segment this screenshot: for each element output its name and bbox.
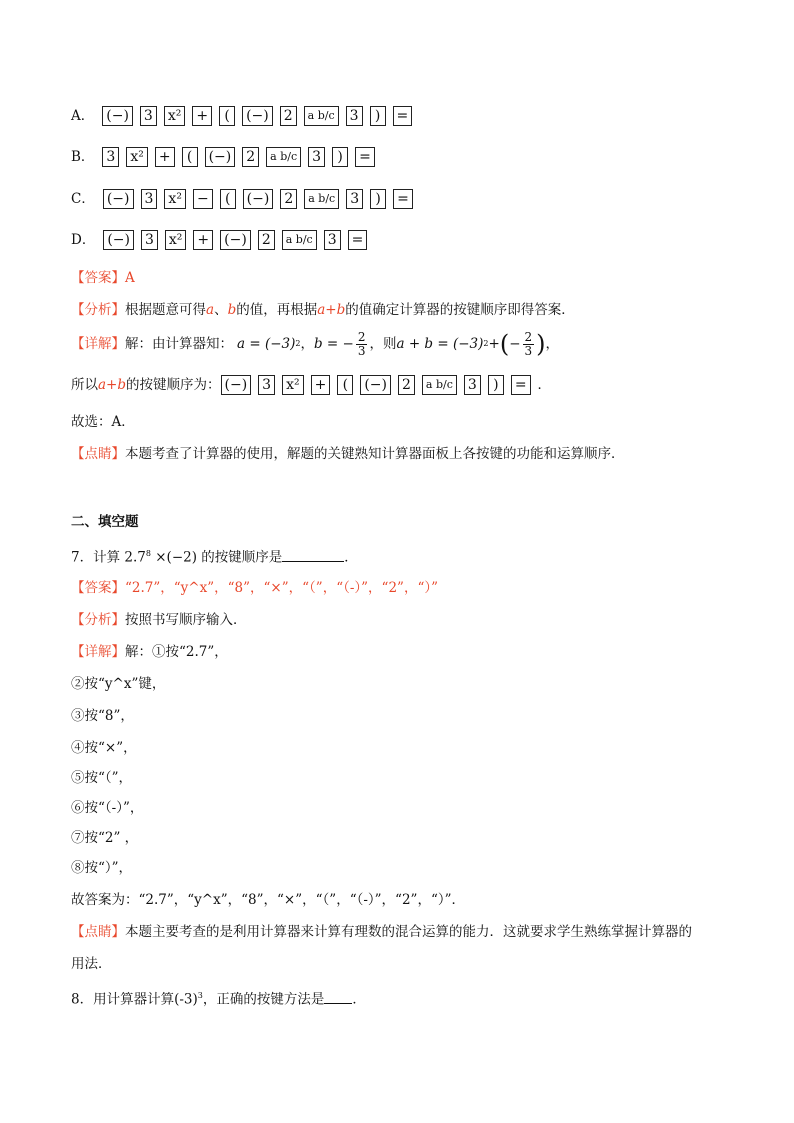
calculator-key: 3 (308, 147, 325, 167)
option-a (71, 106, 419, 126)
fraction (523, 331, 535, 358)
q7-comment (71, 922, 692, 942)
q6-analysis (71, 300, 575, 320)
q6-answer (71, 268, 135, 288)
calculator-key: ) (332, 147, 348, 167)
q7-step: ④按“×”， (71, 740, 137, 756)
stem-text: 7．计算 2.7 (71, 549, 146, 566)
calculator-key: − (193, 189, 213, 209)
calculator-key: (−) (243, 189, 274, 209)
option-b (71, 147, 382, 167)
calculator-key: a b/c (422, 375, 457, 395)
q7-comment-cont: 用法． (71, 956, 112, 972)
calculator-key: 3 (464, 375, 481, 395)
calculator-key: 3 (258, 375, 275, 395)
var-ab: a+b (317, 302, 346, 318)
q7-detail (71, 642, 228, 662)
answer-blank (282, 547, 344, 562)
calculator-key: a b/c (266, 147, 301, 167)
calculator-key: 3 (102, 147, 119, 167)
calculator-key: = (355, 147, 375, 167)
detail-text: ，则 (369, 336, 397, 352)
right-paren: ) (536, 330, 546, 358)
q8-stem (71, 986, 366, 1010)
q6-choose: 故选：A． (71, 414, 135, 430)
calculator-key: (−) (205, 147, 236, 167)
calculator-key: ( (219, 106, 235, 126)
calculator-key: (−) (220, 230, 251, 250)
option-label: D． (71, 232, 96, 248)
calculator-key: (−) (102, 106, 133, 126)
exponent: 2 (483, 339, 489, 348)
calculator-key: ) (488, 375, 504, 395)
analysis-text: 根据题意可得 (125, 302, 206, 318)
calculator-key: 2 (258, 230, 275, 250)
q7-step: ⑦按“2” ， (71, 830, 139, 846)
q7-stem (71, 544, 358, 568)
q6-detail (71, 328, 559, 360)
detail-text: 解：由计算器知： (125, 336, 233, 352)
seq-end: ． (537, 377, 552, 393)
var-b: b (227, 302, 237, 318)
calculator-key: = (511, 375, 531, 395)
detail-tag: 【详解】 (71, 644, 125, 660)
calculator-key: (−) (103, 189, 134, 209)
frac-num: 2 (357, 329, 366, 344)
answer-value: A (125, 270, 135, 286)
calculator-key: x² (282, 375, 304, 395)
calculator-key: + (193, 230, 213, 250)
analysis-tag: 【分析】 (71, 612, 125, 628)
analysis-text: 的值，再根据 (236, 302, 318, 318)
calculator-key: + (311, 375, 331, 395)
exponent: 2 (295, 339, 301, 348)
fraction (356, 331, 368, 358)
q7-step: ⑥按“（-）”， (71, 800, 144, 816)
calculator-key: x² (164, 189, 186, 209)
key-sequence (103, 230, 374, 250)
comment-tag: 【点睛】 (71, 924, 125, 940)
calculator-key: 3 (346, 106, 363, 126)
calculator-key: 3 (346, 189, 363, 209)
calculator-key: 2 (242, 147, 259, 167)
q7-analysis (71, 610, 247, 630)
q6-comment (71, 444, 625, 464)
calculator-key: (−) (242, 106, 273, 126)
comma: ， (300, 336, 314, 352)
section-title: 二、填空题 (71, 514, 139, 530)
exponent: 8 (145, 549, 151, 558)
calculator-key: x² (165, 230, 187, 250)
q7-step: ③按“8”， (71, 708, 134, 724)
comma: ， (545, 336, 560, 352)
option-label: B． (71, 149, 95, 165)
key-sequence (102, 106, 419, 126)
math-sum: a + b = (−3) (396, 336, 484, 352)
calculator-key: (−) (103, 230, 134, 250)
seq-text: 的按键顺序为： (126, 377, 221, 393)
calculator-key: x² (164, 106, 186, 126)
q7-step: ⑧按“）”， (71, 860, 133, 876)
calculator-key: a b/c (304, 189, 339, 209)
var-ab: a+b (98, 377, 127, 393)
calculator-key: ( (337, 375, 353, 395)
key-sequence (102, 147, 381, 167)
comment-text: 本题考查了计算器的使用，解题的关键熟知计算器面板上各按键的功能和运算顺序． (125, 446, 625, 462)
seq-text: 所以 (71, 377, 98, 393)
q7-step: ②按“y^x”键， (71, 676, 166, 692)
stem-text: 8．用计算器计算(-3) (71, 991, 198, 1008)
stem-text: ×(−2) 的按键顺序是 (150, 549, 283, 566)
analysis-text: 的值确定计算器的按键顺序即得答案． (345, 302, 575, 318)
calculator-key: ( (182, 147, 198, 167)
separator: 、 (214, 302, 228, 318)
math-a: a = (−3) (237, 336, 296, 352)
calculator-key: = (393, 189, 413, 209)
key-sequence (221, 375, 538, 395)
calculator-key: 3 (141, 230, 158, 250)
q7-step: ⑤按“（”， (71, 770, 133, 786)
answer-value: “2.7”，“y^x”，“8”，“×”，“（”，“（-）”，“2”，“）” (125, 580, 438, 596)
q7-answer (71, 578, 438, 598)
calculator-key: + (192, 106, 212, 126)
plus: + (488, 336, 500, 352)
math-b: b = − (313, 336, 354, 352)
calculator-key: 2 (280, 106, 297, 126)
option-label: C． (71, 191, 95, 207)
calculator-key: a b/c (282, 230, 317, 250)
key-sequence (103, 189, 420, 209)
calculator-key: 3 (140, 106, 157, 126)
answer-blank (324, 989, 352, 1004)
calculator-key: 2 (398, 375, 415, 395)
var-a: a (206, 302, 215, 318)
exponent: 3 (197, 991, 203, 1000)
stem-text: ，正确的按键方法是 (202, 991, 325, 1008)
option-d (71, 230, 374, 250)
answer-tag: 【答案】 (71, 270, 125, 286)
calculator-key: = (348, 230, 368, 250)
left-paren: ( (499, 330, 510, 358)
detail-tag: 【详解】 (71, 336, 125, 352)
calculator-key: a b/c (304, 106, 339, 126)
analysis-tag: 【分析】 (71, 302, 125, 318)
frac-num: 2 (524, 329, 533, 344)
calculator-key: ) (370, 106, 386, 126)
comment-tag: 【点睛】 (71, 446, 125, 462)
frac-den: 3 (357, 343, 366, 358)
stem-end: ． (352, 991, 366, 1008)
calculator-key: = (393, 106, 413, 126)
comment-text: 本题主要考查的是利用计算器来计算有理数的混合运算的能力．这就要求学生熟练掌握计算器的 (125, 924, 692, 940)
calculator-key: (−) (360, 375, 391, 395)
option-label: A． (71, 108, 95, 124)
calculator-key: ) (370, 189, 386, 209)
calculator-key: 3 (324, 230, 341, 250)
q7-final: 故答案为：“2.7”，“y^x”，“8”，“×”，“（”，“（-）”，“2”，“）”． (71, 892, 465, 908)
detail-step: 解：①按“2.7”， (125, 644, 228, 660)
calculator-key: 3 (141, 189, 158, 209)
calculator-key: x² (126, 147, 148, 167)
calculator-key: + (155, 147, 175, 167)
minus: − (509, 336, 521, 352)
q6-sequence (71, 375, 551, 395)
stem-end: ． (344, 549, 358, 566)
option-c (71, 189, 420, 209)
calculator-key: 2 (280, 189, 297, 209)
answer-tag: 【答案】 (71, 580, 125, 596)
calculator-key: (−) (221, 375, 252, 395)
analysis-text: 按照书写顺序输入． (125, 612, 247, 628)
calculator-key: ( (220, 189, 236, 209)
frac-den: 3 (524, 343, 533, 358)
